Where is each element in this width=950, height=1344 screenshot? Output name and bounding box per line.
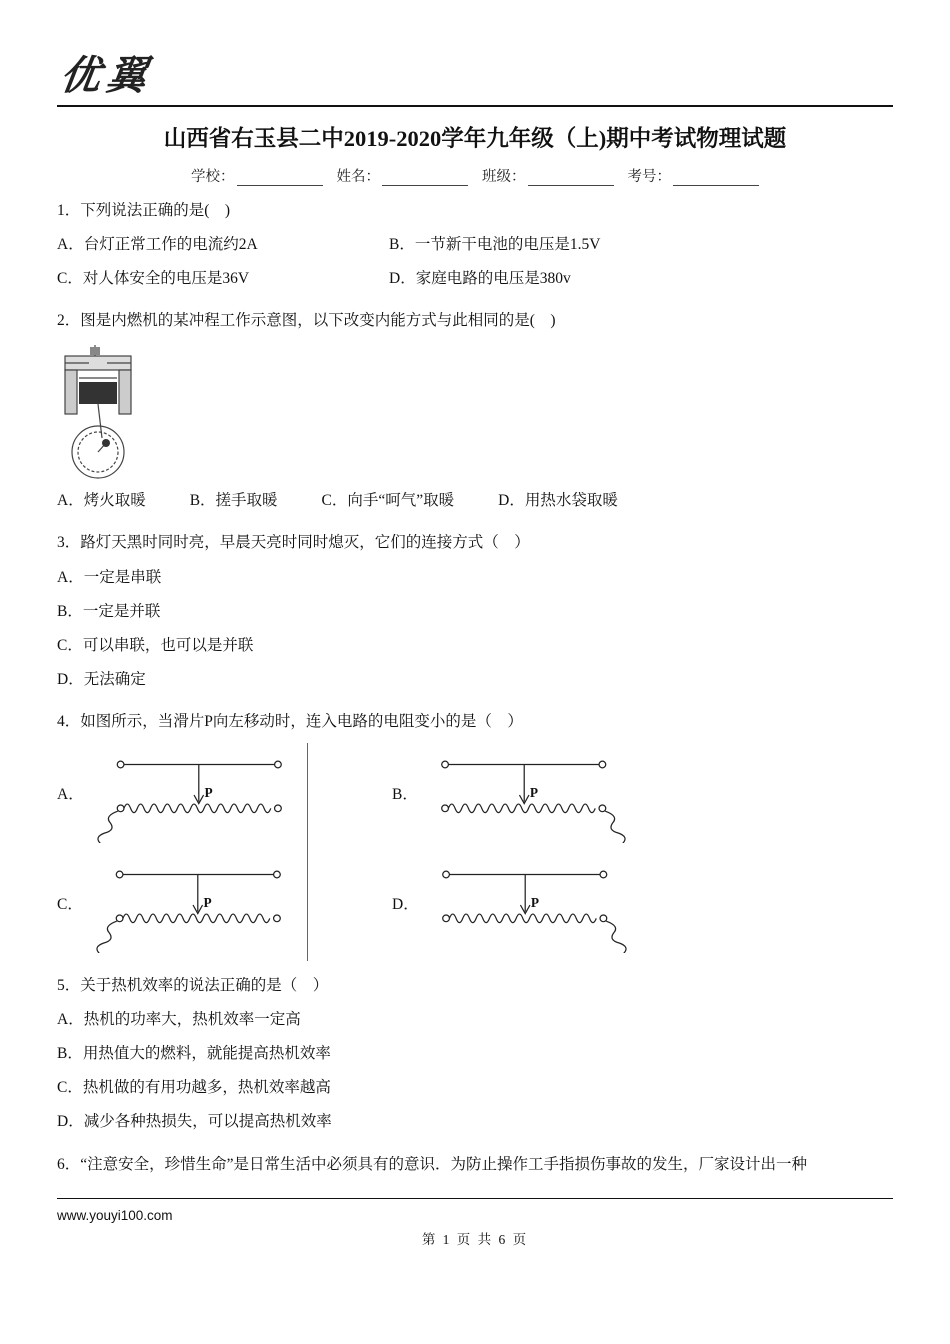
question-3-option-c: C．可以串联，也可以是并联 <box>57 636 254 654</box>
slider-p-label: P <box>204 784 213 800</box>
class-label: 班级： <box>482 169 526 185</box>
question-1-stem: 1．下列说法正确的是( ) <box>57 202 231 219</box>
youyi-logo: 优翼 <box>57 54 156 98</box>
question-3 <box>57 526 893 696</box>
question-2 <box>57 304 893 518</box>
question-5-option-d: D．减少各种热损失，可以提高热机效率 <box>57 1113 332 1131</box>
header-rule <box>57 105 893 107</box>
question-1 <box>57 194 893 296</box>
slider-p-label: P <box>530 894 539 910</box>
slider-p-label: P <box>529 784 538 800</box>
rheostat-diagram-a <box>92 747 297 843</box>
slider-p-label: P <box>203 894 212 910</box>
question-4 <box>57 705 893 961</box>
question-5-stem: 5．关于热机效率的说法正确的是（ ） <box>57 977 329 995</box>
question-3-option-d: D．无法确定 <box>57 670 146 688</box>
question-1-option-b: B．一节新干电池的电压是1.5V <box>389 236 601 254</box>
name-blank <box>382 170 468 186</box>
page-footer <box>57 1198 893 1248</box>
figure-b-label: B． <box>392 785 418 803</box>
question-2-option-a: A．烤火取暖 <box>57 492 146 510</box>
circuit-figure-d <box>392 857 632 953</box>
circuit-figure-b <box>392 747 632 843</box>
question-5-option-b: B．用热值大的燃料，就能提高热机效率 <box>57 1045 331 1063</box>
question-2-option-d: D．用热水袋取暖 <box>498 492 618 510</box>
question-3-option-a: A．一定是串联 <box>57 568 162 586</box>
circuit-figure-a <box>57 747 307 843</box>
figure-c-label: C． <box>57 895 83 913</box>
question-1-option-d: D．家庭电路的电压是380v <box>389 270 571 288</box>
class-blank <box>528 170 614 186</box>
question-1-option-a: A．台灯正常工作的电流约2A <box>57 236 258 254</box>
question-2-stem: 2．图是内燃机的某冲程工作示意图，以下改变内能方式与此相同的是( ) <box>57 312 556 330</box>
circuit-figure-c <box>57 857 307 953</box>
engine-figure <box>59 344 893 482</box>
page-indicator: 第 1 页 共 6 页 <box>421 1232 529 1247</box>
question-4-figures <box>57 743 893 961</box>
engine-diagram <box>59 344 137 482</box>
question-6-stem: 6．“注意安全，珍惜生命”是日常生活中必须具有的意识．为防止操作工手指损伤事故的发生，厂家设计出一种 <box>57 1155 808 1173</box>
figure-d-label: D． <box>392 895 419 913</box>
rheostat-diagram-b <box>426 747 631 843</box>
question-2-option-b: B．搓手取暖 <box>189 492 278 510</box>
question-5 <box>57 969 893 1139</box>
exam-no-blank <box>673 170 759 186</box>
footer-rule <box>57 1198 893 1199</box>
figure-a-label: A． <box>57 785 84 803</box>
rheostat-diagram-c <box>91 857 296 953</box>
page-title: 山西省右玉县二中2019-2020学年九年级（上)期中考试物理试题 <box>163 126 787 151</box>
student-info-line <box>57 165 893 186</box>
name-label: 姓名： <box>336 169 380 185</box>
school-label: 学校： <box>191 169 235 185</box>
question-3-stem: 3．路灯天黑时同时亮，早晨天亮时同时熄灭，它们的连接方式（ ） <box>57 534 530 552</box>
question-5-option-c: C．热机做的有用功越多，热机效率越高 <box>57 1079 331 1097</box>
question-2-option-c: C．向手“呵气”取暖 <box>321 492 455 510</box>
question-5-option-a: A．热机的功率大，热机效率一定高 <box>57 1011 301 1029</box>
exam-no-label: 考号： <box>627 169 671 185</box>
rheostat-diagram-d <box>427 857 632 953</box>
question-6 <box>57 1148 893 1182</box>
question-1-option-c: C．对人体安全的电压是36V <box>57 270 250 288</box>
question-4-stem: 4．如图所示，当滑片P向左移动时，连入电路的电阻变小的是（ ） <box>57 712 523 730</box>
question-3-option-b: B．一定是并联 <box>57 602 161 620</box>
school-blank <box>237 170 323 186</box>
site-url: www.youyi100.com <box>57 1208 173 1223</box>
